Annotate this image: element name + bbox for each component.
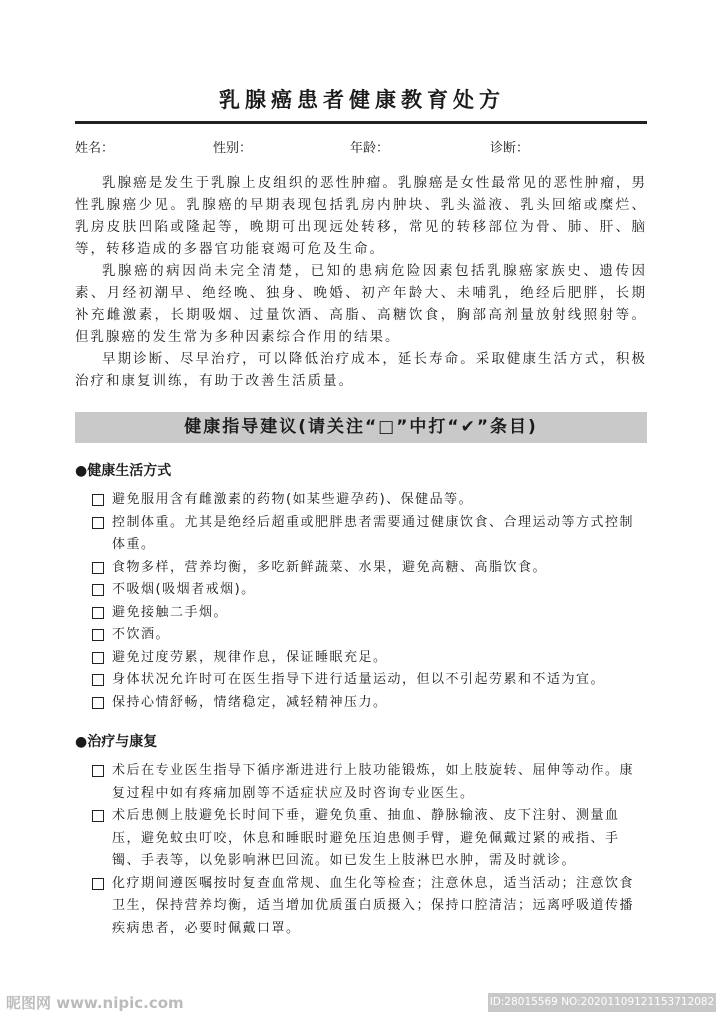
watermark-logo: 昵图网 www.nipic.com (6, 994, 184, 1012)
checklist-item (90, 805, 647, 873)
checklist-item (90, 489, 647, 512)
checkbox[interactable] (92, 629, 104, 641)
checklist-item (90, 669, 647, 692)
page-title: 乳腺癌患者健康教育处方 (219, 88, 505, 112)
checklist-item (90, 579, 647, 602)
watermark-id: ID:28015569 NO:20201109121153712082 (488, 993, 716, 1012)
treatment-heading: ●治疗与康复 (75, 734, 158, 750)
checklist-item (90, 760, 647, 805)
checklist-item-text: 化疗期间遵医嘱按时复查血常规、血生化等检查；注意休息，适当活动；注意饮食卫生，保持营养均衡，适当增加优质蛋白质摄入；保持口腔清洁；远离呼吸道传播疾病患者，必要时佩戴口罩。 (112, 875, 635, 936)
checkbox[interactable] (92, 584, 104, 596)
checklist-item-text: 食物多样，营养均衡，多吃新鲜蔬菜、水果，避免高糖、高脂饮食。 (112, 559, 548, 575)
age-field-label: 年龄： (350, 141, 390, 156)
checklist-item-text: 术后患侧上肢避免长时间下垂，避免负重、抽血、静脉输液、皮下注射、测量血压，避免蚊虫叮咬，休息和睡眠时避免压迫患侧手臂，避免佩戴过紧的戒指、手镯、手表等，以免影响淋巴回流。如已发生上肢淋巴水肿，需及时就诊。 (112, 808, 620, 868)
intro-paragraph: 早期诊断、尽早治疗，可以降低治疗成本，延长寿命。采取健康生活方式，积极治疗和康复训练，有助于改善生活质量。 (75, 351, 647, 389)
checklist-item-text: 控制体重。尤其是绝经后超重或肥胖患者需要通过健康饮食、合理运动等方式控制体重。 (112, 514, 635, 552)
intro-text (75, 172, 647, 392)
diagnosis-field-label: 诊断： (490, 141, 530, 156)
intro-paragraph: 乳腺癌的病因尚未完全清楚，已知的患病危险因素包括乳腺癌家族史、遗传因素、月经初潮早、绝经晚、独身、晚婚、初产年龄大、未哺乳，绝经后肥胖，长期补充雌激素，长期吸烟、过量饮酒、高脂、高糖饮食，胸部高剂量放射线照射等。但乳腺癌的发生常为多种因素综合作用的结果。 (75, 263, 647, 345)
patient-info-row (75, 137, 647, 157)
checklist-item-text: 避免过度劳累，规律作息，保证睡眠充足。 (112, 649, 388, 665)
checkbox[interactable] (92, 810, 104, 822)
checklist-item (90, 647, 647, 670)
checkbox[interactable] (92, 878, 104, 890)
checklist-item-text: 身体状况允许时可在医生指导下进行适量运动，但以不引起劳累和不适为宜。 (112, 672, 606, 687)
intro-paragraph: 乳腺癌是发生于乳腺上皮组织的恶性肿瘤。乳腺癌是女性最常见的恶性肿瘤，男性乳腺癌少见。乳腺癌的早期表现包括乳房内肿块、乳头溢液、乳头回缩或糜烂、乳房皮肤凹陷或隆起等，晚期可出现远处转移，常见的转移部位为骨、肺、肝、脑等，转移造成的多器官功能衰竭可危及生命。 (75, 175, 647, 257)
gender-field-label: 性别： (213, 141, 253, 156)
checklist-item-text: 避免服用含有雌激素的药物(如某些避孕药)、保健品等。 (112, 492, 474, 507)
lifestyle-heading: ●健康生活方式 (75, 463, 172, 479)
checklist-item (90, 602, 647, 625)
checkbox[interactable] (92, 494, 104, 506)
checklist-item (90, 512, 647, 557)
checklist-item-text: 不饮酒。 (112, 627, 171, 642)
lifestyle-list (90, 489, 647, 714)
checklist-item-text: 保持心情舒畅，情绪稳定，减轻精神压力。 (112, 694, 388, 710)
checklist-item (90, 557, 647, 580)
checkbox[interactable] (92, 562, 104, 574)
checklist-item (90, 624, 647, 647)
checklist-item-text: 不吸烟(吸烟者戒烟)。 (112, 582, 256, 597)
checkbox[interactable] (92, 652, 104, 664)
treatment-list (90, 760, 647, 940)
checkbox[interactable] (92, 607, 104, 619)
document-body (75, 172, 647, 940)
checklist-item (90, 692, 647, 715)
checkbox[interactable] (92, 697, 104, 709)
checklist-item (90, 873, 647, 941)
checklist-item-text: 避免接触二手烟。 (112, 604, 229, 620)
title-divider (75, 121, 647, 124)
checkbox[interactable] (92, 517, 104, 529)
checklist-item-text: 术后在专业医生指导下循序渐进进行上肢功能锻炼，如上肢旋转、屈伸等动作。康复过程中如有疼痛加剧等不适症状应及时咨询专业医生。 (112, 763, 635, 801)
guidance-banner: 健康指导建议(请关注“□”中打“✔”条目) (75, 412, 647, 443)
name-field-label: 姓名： (75, 141, 115, 156)
checkbox[interactable] (92, 674, 104, 686)
checkbox[interactable] (92, 765, 104, 777)
